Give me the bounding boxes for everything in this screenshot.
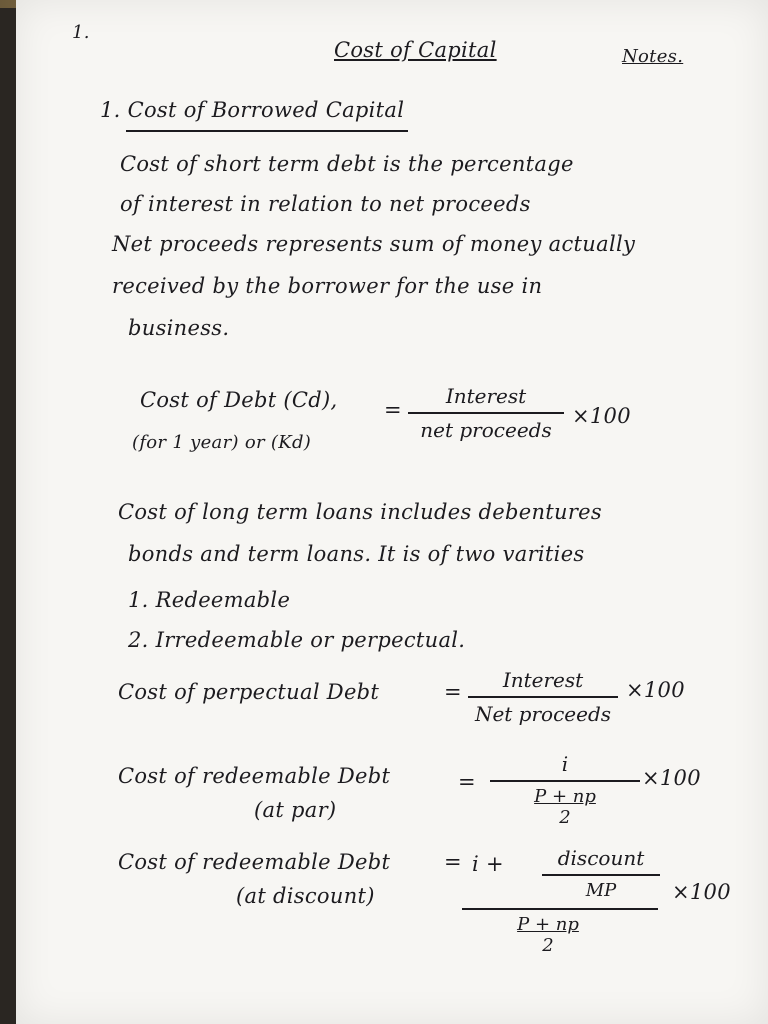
formula-lhs: Cost of redeemable Debt [118,764,391,788]
denominator-bottom: 2 [542,935,554,956]
denominator-top: P + np [534,785,596,807]
text-line: Net proceeds represents sum of money actually [112,232,636,256]
equals-sign: = [444,850,462,874]
equals-sign: = [444,680,462,704]
formula-lhs-sub: (at discount) [236,884,375,908]
text-line: Cost of long term loans includes debentures [118,500,602,524]
denominator: net proceeds [420,417,552,442]
text-line: Cost of short term debt is the percentage [120,152,574,176]
formula-lhs: Cost of perpectual Debt [118,680,380,704]
list-item: 2. Irredeemable or perpectual. [128,628,466,652]
formula-lhs-sub: (at par) [254,798,337,822]
numerator: Interest [445,384,527,408]
notes-label: Notes. [622,46,684,67]
page-title: Cost of Capital [334,38,497,62]
fraction-bar [490,780,640,782]
text-line: of interest in relation to net proceeds [120,192,531,216]
discount-denominator [488,914,608,956]
text-line: bonds and term loans. It is of two varities [128,542,585,566]
numerator-mp: MP [585,879,617,901]
multiplier: ×100 [642,766,701,790]
formula-lhs: Cost of Debt (Cd), [140,388,338,412]
numerator: Interest [502,668,584,692]
heading-underline [126,130,408,132]
debt-fraction [408,384,564,442]
formula-lhs: Cost of redeemable Debt [118,850,391,874]
list-item: 1. Redeemable [128,588,291,612]
par-fraction [490,752,640,828]
multiplier: ×100 [626,678,685,702]
section-heading: 1. Cost of Borrowed Capital [100,98,405,122]
perpetual-fraction [468,668,618,726]
notebook-page [16,0,768,1024]
multiplier: ×100 [672,880,731,904]
denominator-top: P + np [517,914,579,935]
numerator-discount: discount [557,846,645,870]
fraction-bar [542,874,660,876]
numerator-prefix: i + [472,852,504,876]
numerator: i [561,752,569,776]
equals-sign: = [458,770,476,794]
denominator: Net proceeds [474,701,612,726]
denominator-bottom: 2 [559,806,571,828]
fraction-bar [408,412,564,414]
corner-mark: 1. [72,22,90,43]
main-fraction-bar [462,908,658,910]
formula-lhs-sub: (for 1 year) or (Kd) [132,432,312,453]
text-line: business. [128,316,230,340]
multiplier: ×100 [572,404,631,428]
fraction-bar [468,696,618,698]
text-line: received by the borrower for the use in [112,274,543,298]
discount-fraction [542,846,660,901]
equals-sign: = [384,398,402,422]
